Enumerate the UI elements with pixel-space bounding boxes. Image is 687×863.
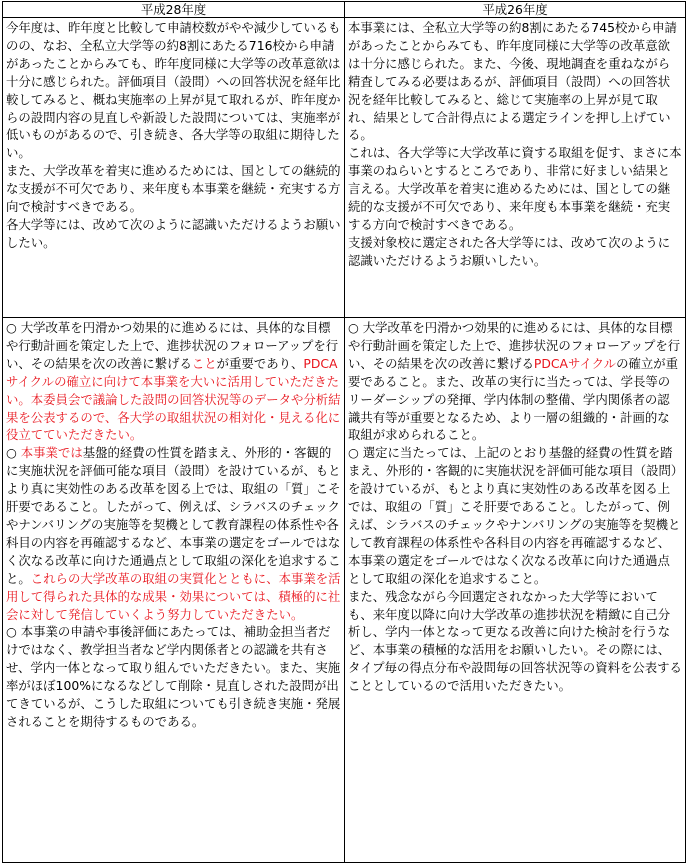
h28-summary-cell bbox=[3, 18, 345, 318]
h26-requests-cell bbox=[345, 318, 686, 863]
highlight-span: PDCAサイクルの確立に向けて本事業を大いに活用していただきたい。本委員会で議論した設問の回答状況等のデータや分析結果を公表するので、各大学の取組状況の相対化・見える化に役立てていただきたい。 bbox=[6, 355, 341, 443]
text-span: 基盤的経費の性質を踏まえ、外形的・客観的に実施状況を評価可能な項目（設問）を設けているが、もとより真に実効性のある改革を図る上では、取組の「質」こそ肝要であること。したがって、例えば、シラバスのチェックやナンバリングの実施等を契機として教育課程の体系性や各科目の内容を再確認するなど、本事業の選定をゴールではなく次なる改革に向けた通過点として取組の深化を追求すること。 bbox=[6, 445, 341, 586]
text-span: ○ 大学改革を円滑かつ効果的に進めるには、具体的な目標や行動計画を策定した上で、進捗状況のフォローアップを行い、その結果を次の改善に繋げる bbox=[6, 320, 339, 371]
text-span: ○ 選定に当たっては、上記のとおり基盤的経費の性質を踏まえ、外形的・客観的に実施状況を評価可能な項目（設問）を設けているが、もとより真に実効性のある改革を図る上では、取組の「質」こそ肝要であること。したがって、例えば、シラバスのチェックやナンバリングの実施等を契機として教育課程の体系性や各科目の内容を再確認するなど、本事業の選定をゴールではなく次なる改革に向けた通過点として取組の深化を追求すること。 bbox=[348, 445, 681, 586]
h28-requests-cell bbox=[3, 318, 345, 863]
highlight-span: これらの大学改革の取組の実質化とともに、本事業を活用して得られた具体的な成果・効果については、積極的に社会に対して発信していくよう努力していただきたい。 bbox=[6, 570, 341, 622]
text-span: 今年度は、昨年度と比較して申請校数がやや減少しているものの、なお、全私立大学等の約8割にあたる716校から申請があったことからみても、昨年度同様に大学等の改革意欲は十分に感じられた。評価項目（設問）への回答状況を経年比較してみると、概ね実施率の上昇が見て取れるが、昨年度からの設問内容の見直しや新設した設問については、実施率が低いものがあるので、引き続き、各大学等の取組に期待したい。 bbox=[6, 20, 341, 161]
text-span: 支援対象校に選定された各大学等には、改めて次のように認識いただけるようお願いしたい。 bbox=[348, 234, 671, 268]
h26-summary-para-2 bbox=[348, 144, 682, 234]
text-span: 各大学等には、改めて次のように認識いただけるようお願いしたい。 bbox=[6, 216, 341, 250]
text-span: ○ bbox=[6, 445, 21, 461]
h26-request-item-2 bbox=[348, 444, 682, 587]
text-span: ○ 大学改革を円滑かつ効果的に進めるには、具体的な目標や行動計画を策定した上で、進捗状況のフォローアップを行い、その結果を次の改善に繋げる bbox=[348, 320, 681, 371]
text-span: ○ 本事業の申請や事後評価にあたっては、補助金担当者だけではなく、教学担当者など学内関係者との認識を共有させ、学内一体となって取り組んでいただきたい。また、実施率がほぼ100%になるなどして削除・見直しされた設問が出てきているが、こうした取組についても引き続き実施・発展されることを期待するものである。 bbox=[6, 624, 341, 729]
h28-summary-para-1 bbox=[6, 19, 341, 162]
h28-summary-para-2 bbox=[6, 162, 341, 216]
h26-summary-para-3 bbox=[348, 234, 682, 270]
h26-summary-para-1 bbox=[348, 19, 682, 144]
comparison-table bbox=[2, 1, 686, 863]
h28-request-item-3 bbox=[6, 623, 341, 730]
text-span: これは、各大学等に大学改革に資する取組を促す、まさに本事業のねらいとするところであり、非常に好ましい結果と言える。大学改革を着実に進めるためには、国としての継続的な支援が不可欠であり、来年度も本事業を継続・充実する方向で検討すべきである。 bbox=[348, 145, 682, 232]
highlight-span: 本事業では bbox=[20, 445, 83, 461]
header-h26: 平成26年度 bbox=[345, 2, 686, 18]
header-h28: 平成28年度 bbox=[3, 2, 345, 18]
highlight-span: PDCAサイクル bbox=[533, 355, 617, 371]
h26-request-item-1 bbox=[348, 319, 682, 444]
text-span: また、残念ながら今回選定されなかった大学等においても、来年度以降に向け大学改革の進捗状況を精緻に自己分析し、学内一体となって更なる改善に向けた検討を行うなど、本事業の積極的な活用をお願いしたい。その際には、タイプ毎の得点分布や設問毎の回答状況等の資料を公表することとしているので活用いただきたい。 bbox=[348, 588, 682, 694]
summary-row bbox=[3, 18, 686, 318]
h26-summary-cell bbox=[345, 18, 686, 318]
header-row bbox=[3, 2, 686, 18]
text-span: が重要であり、 bbox=[216, 355, 304, 371]
text-span: また、大学改革を着実に進めるためには、国としての継続的な支援が不可欠であり、来年度も本事業を継続・充実する方向で検討すべきである。 bbox=[6, 163, 341, 215]
h28-request-item-1 bbox=[6, 319, 341, 444]
requests-row bbox=[3, 318, 686, 863]
text-span: 本事業には、全私立大学等の約8割にあたる745校から申請があったことからみても、昨年度同様に大学等の改革意欲は十分に感じられた。また、今後、現地調査を重ねながら精査してみる必要はあるが、評価項目（設問）への回答状況を経年比較してみると、総じて実施率の上昇が見て取れ、結果として合計得点による選定ラインを押し上げている。 bbox=[348, 20, 677, 143]
h26-request-item-3 bbox=[348, 588, 682, 695]
h28-request-item-2 bbox=[6, 444, 341, 623]
text-span: の確立が重要であること。また、改革の実行に当たっては、学長等のリーダーシップの発揮、学内体制の整備、学内関係者の認識共有等が重要となるため、より一層の組織的・計画的な取組が求められること。 bbox=[348, 355, 679, 443]
highlight-span: こと bbox=[191, 355, 217, 371]
h28-summary-para-3 bbox=[6, 216, 341, 252]
